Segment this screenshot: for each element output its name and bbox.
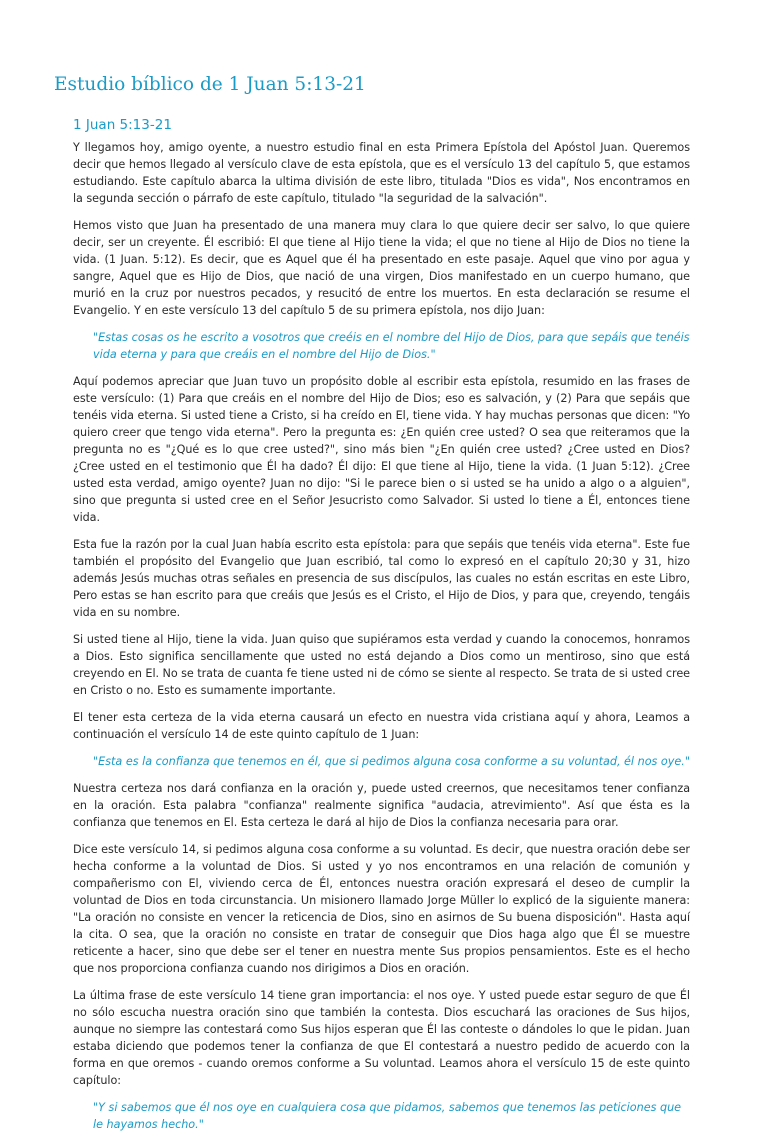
- scripture-quote: "Estas cosas os he escrito a vosotros que creéis en el nombre del Hijo de Dios, para que sepáis que tenéis vida eterna y para que creáis en el nombre del Hijo de Dios.": [93, 331, 690, 361]
- body-paragraph: Si usted tiene al Hijo, tiene la vida. Juan quiso que supiéramos esta verdad y cuando la conocemos, honramos a Dios. Esto significa sencillamente que usted no está dejando a Dios como un mentiroso, sino que está creyendo en El. No se trata de cuanta fe tiene usted ni de cómo se siente al respecto. Se trata de si usted cree en Cristo o no. Esto es sumamente importante.: [73, 633, 690, 697]
- body-paragraph: Hemos visto que Juan ha presentado de una manera muy clara lo que quiere decir ser salvo, lo que quiere decir, ser un creyente. Él escribió: El que tiene al Hijo tiene la vida; el que no tiene al Hijo de Dios no tiene la vida. (1 Juan. 5:12). Es decir, que es Aquel que él ha presentado en este pasaje. Aquel que vino por agua y sangre, Aquel que es Hijo de Dios, que nació de una virgen, Dios manifestado en un cuerpo humano, que murió en la cruz por nuestros pecados, y resucitó de entre los muertos. En esta declaración se resume el Evangelio. Y en este versículo 13 del capítulo 5 de su primera epístola, nos dijo Juan:: [73, 219, 690, 317]
- body-paragraph: Nuestra certeza nos dará confianza en la oración y, puede usted creernos, que necesitamos tener confianza en la oración. Esta palabra "confianza" realmente significa "audacia, atrevimiento". Así que ésta es la confianza que tenemos en El. Esta certeza le dará al hijo de Dios la confianza necesaria para orar.: [73, 782, 690, 829]
- document-body: [73, 139, 690, 1143]
- section-heading: 1 Juan 5:13-21: [73, 117, 172, 133]
- body-paragraph: Dice este versículo 14, si pedimos alguna cosa conforme a su voluntad. Es decir, que nuestra oración debe ser hecha conforme a la voluntad de Dios. Si usted y yo nos encontramos en una relación de comunión y compañerismo con El, viviendo cerca de Él, entonces nuestra oración expresará el deseo de cumplir la voluntad de Dios en toda circunstancia. Un misionero llamado Jorge Müller lo explicó de la siguiente manera: "La oración no consiste en vencer la reticencia de Dios, sino en asirnos de Su buena disposición". Hasta aquí la cita. O sea, que la oración no consiste en tratar de conseguir que Dios haga algo que Él se muestre reticente a hacer, sino que debe ser el tener en nuestra mente Sus propios pensamientos. Este es el hecho que nos proporciona confianza cuando nos dirigimos a Dios en oración.: [73, 843, 690, 975]
- scripture-quote: "Y si sabemos que él nos oye en cualquiera cosa que pidamos, sabemos que tenemos las peticiones que le hayamos hecho.": [93, 1101, 682, 1131]
- body-paragraph: El tener esta certeza de la vida eterna causará un efecto en nuestra vida cristiana aquí y ahora, Leamos a continuación el versículo 14 de este quinto capítulo de 1 Juan:: [73, 711, 690, 741]
- body-paragraph: Y llegamos hoy, amigo oyente, a nuestro estudio final en esta Primera Epístola del Apóstol Juan. Queremos decir que hemos llegado al versículo clave de esta epístola, que es el versículo 13 del capítulo 5, que estamos estudiando. Este capítulo abarca la ultima división de este libro, titulada "Dios es vida", Nos encontramos en la segunda sección o párrafo de este capítulo, titulado "la seguridad de la salvación".: [73, 141, 690, 205]
- scripture-quote: "Esta es la confianza que tenemos en él, que si pedimos alguna cosa conforme a su voluntad, él nos oye.": [93, 755, 690, 768]
- document-title: Estudio bíblico de 1 Juan 5:13-21: [54, 74, 366, 95]
- body-paragraph: La última frase de este versículo 14 tiene gran importancia: el nos oye. Y usted puede estar seguro de que Él no sólo escucha nuestra oración sino que también la contesta. Dios escuchará las oraciones de Sus hijos, aunque no siempre las contestará como Sus hijos esperan que Él las conteste o dándoles lo que le pidan. Juan estaba diciendo que podemos tener la confianza de que El contestará a nuestro pedido de acuerdo con la forma en que oremos - cuando oremos conforme a Su voluntad. Leamos ahora el versículo 15 de este quinto capítulo:: [73, 989, 690, 1087]
- body-paragraph: Aquí podemos apreciar que Juan tuvo un propósito doble al escribir esta epístola, resumido en las frases de este versículo: (1) Para que creáis en el nombre del Hijo de Dios; eso es salvación, y (2) Para que sepáis que tenéis vida eterna. Si usted tiene a Cristo, si ha creído en El, tiene vida. Y hay muchas personas que dicen: "Yo quiero creer que tengo vida eterna". Pero la pregunta es: ¿En quién cree usted? O sea que reiteramos que la pregunta no es "¿Qué es lo que cree usted?", sino más bien "¿En quién cree usted? ¿Cree usted en Dios? ¿Cree usted en el testimonio que Él ha dado? Él dijo: El que tiene al Hijo, tiene la vida. (1 Juan 5:12). ¿Cree usted esta verdad, amigo oyente? Juan no dijo: "Si le parece bien o si usted se ha unido a algo o a alguien", sino que pregunta si usted cree en el Señor Jesucristo como Salvador. Si usted lo tiene a Él, entonces tiene vida.: [73, 375, 690, 524]
- body-paragraph: Esta fue la razón por la cual Juan había escrito esta epístola: para que sepáis que tenéis vida eterna". Este fue también el propósito del Evangelio que Juan escribió, tal como lo expresó en el capítulo 20;30 y 31, hizo además Jesús muchas otras señales en presencia de sus discípulos, las cuales no están escritas en este Libro, Pero estas se han escrito para que creáis que Jesús es el Cristo, el Hijo de Dios, y para que, creyendo, tengáis vida en su nombre.: [73, 538, 690, 619]
